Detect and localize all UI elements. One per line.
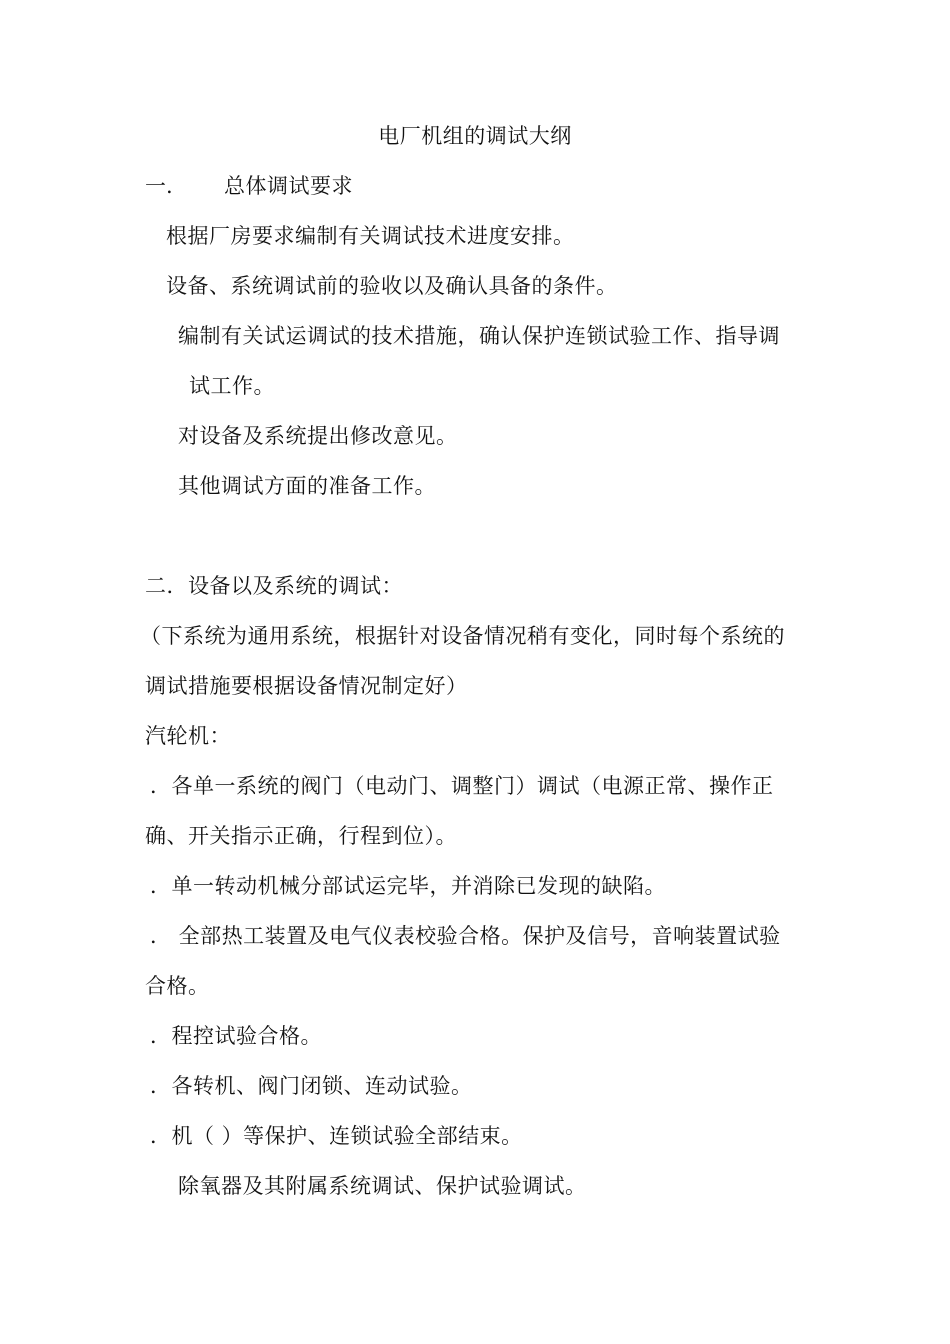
section2-item-6: ．机（ ）等保护、连锁试验全部结束。 [150, 1124, 523, 1148]
section2-note-line2: 调试措施要根据设备情况制定好） [145, 674, 468, 698]
section2-item-1: ．各单一系统的阀门（电动门、调整门）调试（电源正常、操作正 [150, 774, 774, 798]
section2-item-7: 除氧器及其附属系统调试、保护试验调试。 [178, 1174, 587, 1198]
section1-item-3: 编制有关试运调试的技术措施，确认保护连锁试验工作、指导调 [178, 324, 780, 348]
section2-heading: 二．设备以及系统的调试： [145, 574, 403, 598]
document-title: 电厂机组的调试大纲 [378, 124, 572, 148]
section1-number: 一. [145, 174, 173, 198]
section1-item-3-cont: 试工作。 [189, 374, 275, 398]
section2-item-3-cont: 合格。 [145, 974, 210, 998]
section1-item-4: 对设备及系统提出修改意见。 [178, 424, 458, 448]
section2-note-line1: （下系统为通用系统，根据针对设备情况稍有变化，同时每个系统的 [140, 624, 785, 648]
section2-item-3: ． 全部热工装置及电气仪表校验合格。保护及信号，音响装置试验 [150, 924, 781, 948]
section2-item-2: ．单一转动机械分部试运完毕，并消除已发现的缺陷。 [150, 874, 666, 898]
section1-item-1: 根据厂房要求编制有关调试技术进度安排。 [166, 224, 575, 248]
section2-item-1-cont: 确、开关指示正确，行程到位）。 [145, 824, 457, 848]
section1-item-5: 其他调试方面的准备工作。 [178, 474, 436, 498]
section1-item-2: 设备、系统调试前的验收以及确认具备的条件。 [166, 274, 618, 298]
section2-item-5: ．各转机、阀门闭锁、连动试验。 [150, 1074, 473, 1098]
section2-subheading: 汽轮机： [145, 724, 231, 748]
section2-item-4: ．程控试验合格。 [150, 1024, 322, 1048]
section1-heading: 总体调试要求 [224, 174, 353, 198]
